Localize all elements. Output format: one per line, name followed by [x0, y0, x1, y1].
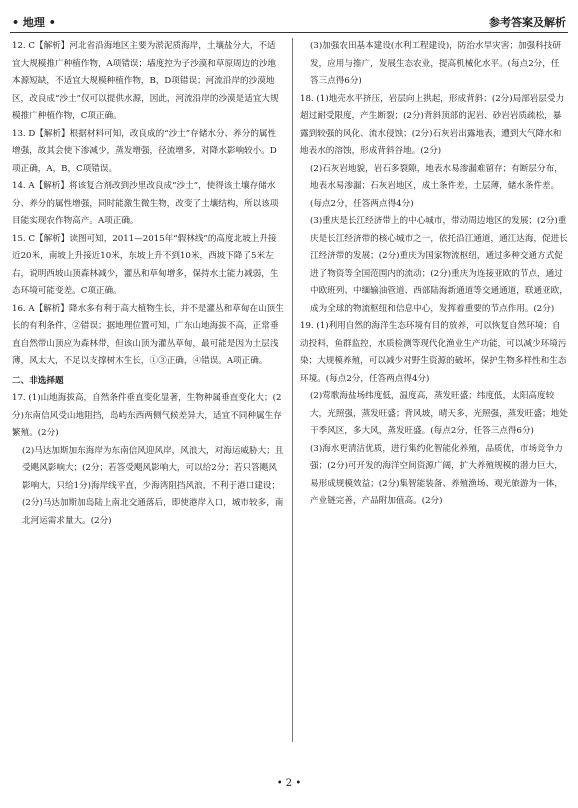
section-heading: 二、非选择题: [12, 375, 64, 386]
answer-paragraph: 18. (1)地壳水平挤压，岩层向上拱起，形成背斜；(2分)局部岩层受力超过耐受限度，产生断裂；(2分)背斜顶部的泥岩、砂岩岩质疏松，暴露到较强的风化、流水侵蚀；(2分)石灰岩出露地表，遭到大气降水和地表水的溶蚀，形成背斜谷地。(2分): [300, 93, 565, 156]
answer-paragraph: (2)莺歌海盐场纬度低，温度高，蒸发旺盛；纬度低，太阳高度较大，光照强，蒸发旺盛；背风坡，晴天多，光照强，蒸发旺盛；地处干季风区，多大风，蒸发旺盛。(每点2分，任答三点得6分): [310, 391, 568, 436]
answer-paragraph: (2)马达加斯加东海岸为东南信风迎风岸，风浪大，对海运威胁大；且受飓风影响大；(2分；若答受飓风影响大，可以给2分；若只答飓风影响大，只给1分)海岸线平直，少海湾阻挡风浪，不利于港口建设；(2分)马达加斯加岛陆上南北交通落后，即使港岸入口，城市较多，南北河运需求量大。(2分): [22, 445, 284, 526]
answer-paragraph: 12. C【解析】河北省沿海地区主要为淤泥质海岸，土壤盐分大，不适宜大规模推广种植作物，A项错误；墙度控为子沙漠和草原周边的沙地本源短缺，不适宜大规模种植作物，B，D项错误；河流沿岸的沙漠地区，改良成“沙土”仅可以提供水源，因此，河流沿岸的沙漠是适宜大规模推广种植作物，C项正确。: [12, 41, 279, 121]
subject-label: • 地理 •: [12, 16, 56, 29]
answer-paragraph: 17. (1)山地海拔高，自然条件垂直变化显著，生物种属垂直变化大；(2分)东南信风受山地阻挡，岛屿东西两侧气候差异大，适宜不同种属生存繁殖。(2分): [12, 393, 282, 438]
answer-paragraph: (2)石灰岩地貌，岩石多裂隙，地表水易渗漏难留存；有断层分布，地表水易渗漏；石灰岩地区，成土条件差，土层薄，储水条件差。(每点2分，任答两点得4分): [310, 163, 563, 209]
header-title: 参考答案及解析: [489, 16, 566, 29]
answer-paragraph: (3)海水更清洁优质，进行集约化智能化养殖，品质优，市场竞争力强；(2分)可开发的海洋空间资源广阔，扩大养殖规模的潜力巨大，易形成规模效益；(2分)集智能装备、养殖渔场、观光旅游为一体，产业链完善，产品附加值高。(2分): [310, 443, 563, 506]
answer-paragraph: 19. (1)利用自然的海洋生态环境有目的放养，可以恢复自然环境；自动投料，鱼群监控，水质检测等现代化渔业生产功能，可以减少环境污染；大规模养殖，可以减少对野生资源的破坏，保护生物多样性和生态环境。(每点2分，任答两点得4分): [300, 321, 567, 384]
answer-paragraph: 16. A【解析】降水多有利于高大植物生长，并不是灌丛和草甸在山顶生长的有利条件，②错误；据地理位置可知，广东山地海拔不高，正常垂直自然带山顶应为森林带，但该山顶为灌丛草甸，最可能是因为土层浅薄，风太大，不足以支撑树木生长，①③正确，④错误。A项正确。: [12, 303, 284, 366]
answer-paragraph: 15. C【解析】读图可知，2011—2015年“假林线”的高度北坡上升接近20米，南坡上升接近10米，东坡上升不到10米，西坡下降了5米左右，说明西坡山顶森林减少，灌丛和草甸增多，保持水土能力减弱，生态环境可能变差。C项正确。: [12, 233, 279, 296]
answer-paragraph: (3)重庆是长江经济带上的中心城市，带动周边地区的发展；(2分)重庆是长江经济带的核心城市之一，依托沿江通道，通江达海，促进长江经济带的发展；(2分)重庆为国家物流枢纽，通过多种交通方式促进了物资等全国范围内的流动；(2分)重庆为连接亚欧的节点，通过中欧班列、中缅输油管道、西部陆海新通道等交通通道，联通亚欧，成为全球的物流枢纽和信息中心，发挥着重要的节点作用。(2分): [310, 216, 568, 314]
answer-paragraph: (3)加强农田基本建设(水利工程建设)，防治水旱灾害；加强科技研发，应用与推广，发展生态农业，提高机械化水平。(每点2分，任答三点得6分): [310, 41, 561, 86]
answer-paragraph: 14. A【解析】将该复合剂改到沙里改良成“沙土”，使得该土壤存储水分、养分的属性增强，同时能激生微生物，改变了土壤结构，所以该项目能实现农作物高产。A项正确。: [12, 181, 279, 226]
column-divider: [292, 38, 293, 742]
page-header: [10, 12, 568, 33]
right-column: [300, 38, 568, 511]
answer-paragraph: 13. D【解析】根据材料可知，改良成的“沙土”存储水分、养分的属性增强，故其会使下渗减少，蒸发增强，径流增多，对降水影响较小。D项正确，A，B，C项错误。: [12, 128, 277, 174]
page-number: • 2 •: [276, 778, 302, 789]
left-column: [12, 38, 284, 530]
